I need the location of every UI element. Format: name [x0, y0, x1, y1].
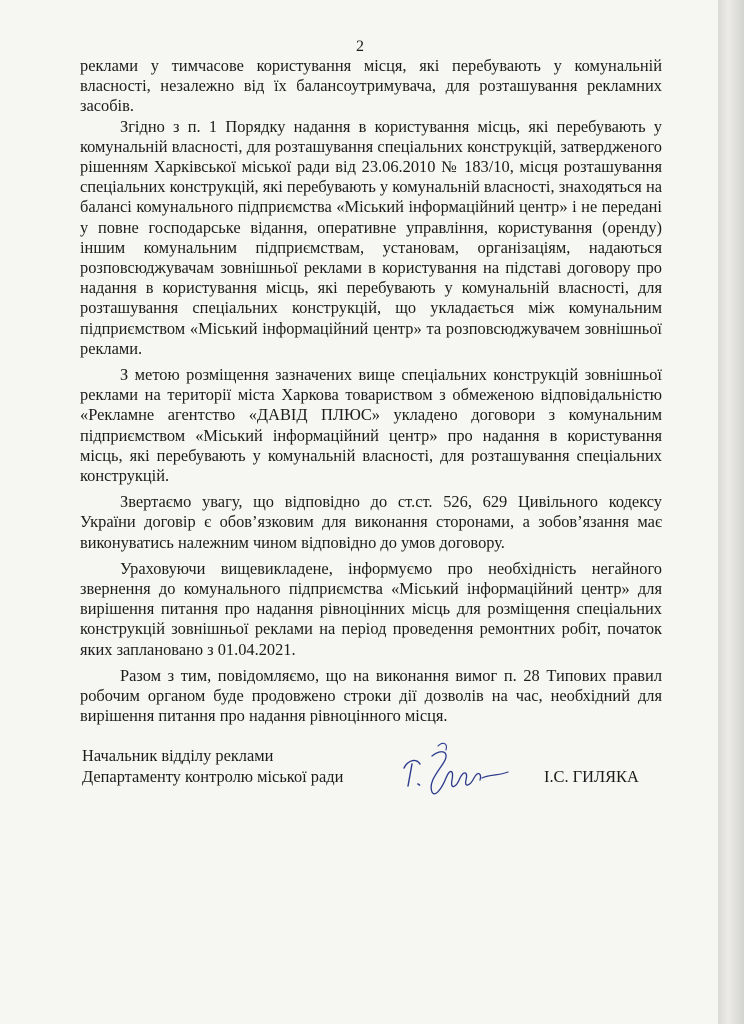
paragraph-continuation: реклами у тимчасове користування місця, які перебувають у комунальній власності, незалежно від їх балансоутримувача, для розташування рекламних засобів.: [80, 56, 662, 116]
scan-edge: [718, 0, 744, 1024]
paragraph-permits: Разом з тим, повідомляємо, що на виконання вимог п. 28 Типових правил робочим органом буде продовжено строки дії дозволів на час, необхідний для вирішення питання про надання рівноцінного місця.: [80, 665, 662, 726]
page-number: 2: [356, 38, 364, 55]
signer-position: [82, 746, 343, 787]
handwritten-signature: [398, 738, 516, 804]
paragraph-procedure: Згідно з п. 1 Порядку надання в користування місць, які перебувають у комунальній власності, для розташування спеціальних конструкцій, затвердженого рішенням Харківської міської ради від 23.06.2010 № 183/10, місця розташування спеціальних конструкцій, які перебувають у комунальній власності, знаходяться на балансі комунального підприємства «Міський інформаційний центр» і не передані у повне господарське відання, оперативне управління, користування (оренду) іншим комунальним підприємствам, установам, організаціям, надаються розповсюджувачам зовнішньої реклами в користування на підставі договору про надання в користування місць, які перебувають у комунальній власності, для розташування спеціальних конструкцій, що укладається між комунальним підприємством «Міський інформаційний центр» та розповсюджувачем зовнішньої реклами.: [80, 116, 662, 358]
signer-name: І.С. ГИЛЯКА: [544, 767, 639, 786]
signer-position-line-2: Департаменту контролю міської ради: [82, 766, 344, 786]
paragraph-notice: Ураховуючи вищевикладене, інформуємо про необхідність негайного звернення до комунального підприємства «Міський інформаційний центр» для вирішення питання про надання рівноцінних місць для розміщення спеціальних конструкцій зовнішньої реклами на період проведення ремонтних робіт, початок яких заплановано з 01.04.2021.: [80, 558, 662, 659]
paragraph-civil-code: Звертаємо увагу, що відповідно до ст.ст. 526, 629 Цивільного кодексу України договір є обов’язковим для виконання сторонами, а зобов’язання має виконуватись належним чином відповідно до умов договору.: [80, 492, 662, 552]
signer-position-line-1: Начальник відділу реклами: [82, 746, 274, 765]
paragraph-contracts: З метою розміщення зазначених вище спеціальних конструкцій зовнішньої реклами на території міста Харкова товариством з обмеженою відповідальністю «Рекламне агентство «ДАВІД ПЛЮС» укладено договори з комунальним підприємством «Міський інформаційний центр» про надання в користування місць, які перебувають у комунальній власності, для розташування спеціальних конструкцій.: [80, 365, 662, 486]
letter-body: [80, 56, 662, 727]
